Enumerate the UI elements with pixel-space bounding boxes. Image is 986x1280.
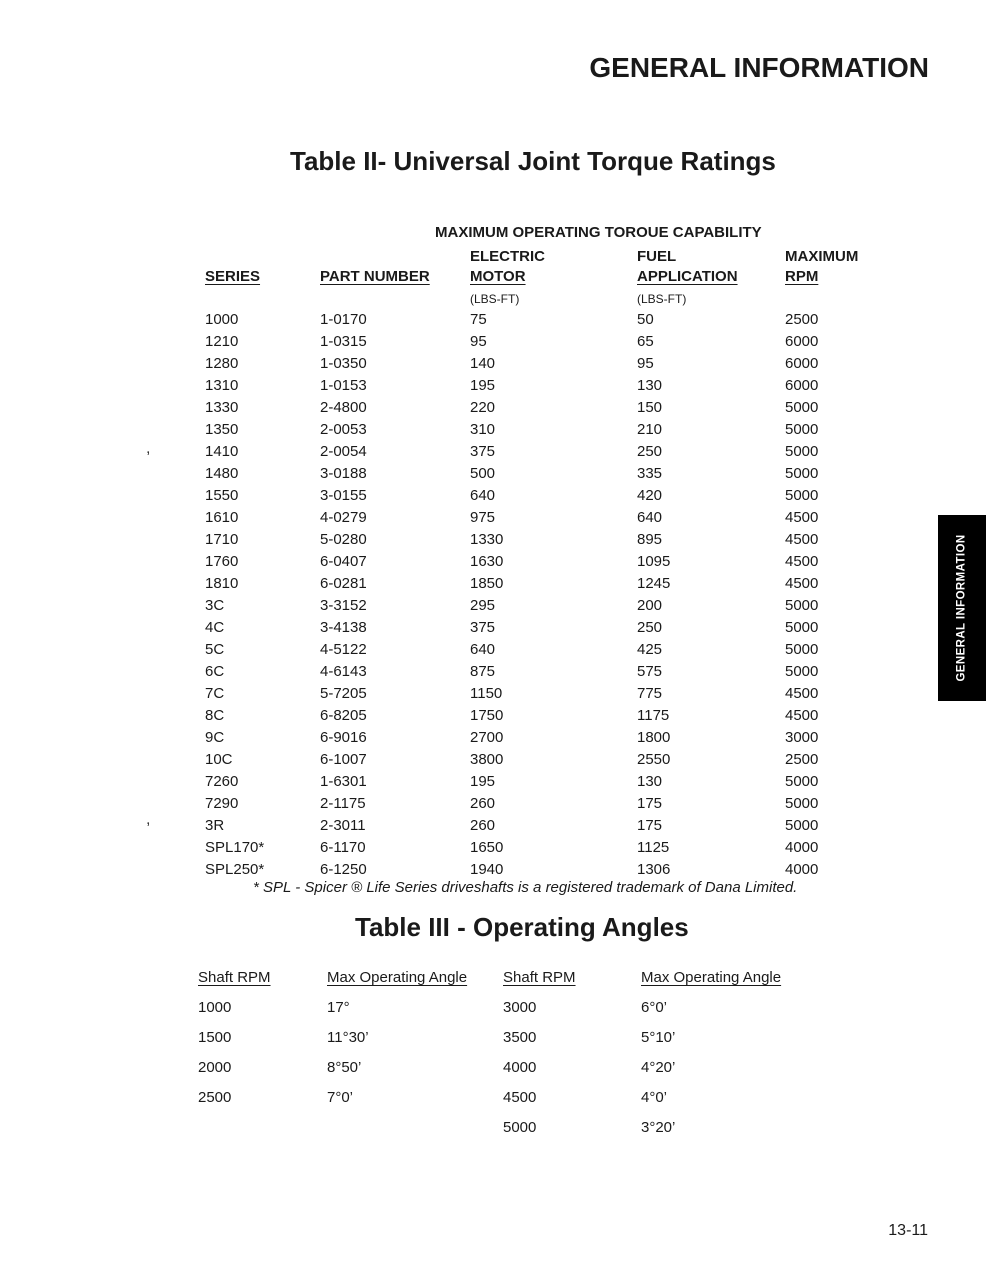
part-number-cell: 5-7205 xyxy=(320,685,367,702)
torque-table-row xyxy=(205,482,885,504)
fuel-application-cell: 65 xyxy=(637,333,654,350)
part-number-cell: 6-0407 xyxy=(320,553,367,570)
max-angle-left-cell: 8°50’ xyxy=(327,1059,362,1076)
electric-motor-cell: 95 xyxy=(470,333,487,350)
electric-motor-cell: 140 xyxy=(470,355,496,372)
electric-motor-cell: 500 xyxy=(470,465,496,482)
fuel-application-units: (LBS-FT) xyxy=(637,292,687,306)
fuel-application-cell: 1306 xyxy=(637,861,671,878)
part-number-cell: 2-4800 xyxy=(320,399,367,416)
col-max-angle-right xyxy=(641,960,801,986)
col-fuel-application-line1: FUEL xyxy=(637,248,677,265)
torque-table-row xyxy=(205,394,885,416)
col-max-rpm-line2 xyxy=(785,265,885,285)
electric-motor-cell: 640 xyxy=(470,487,496,504)
max-rpm-cell: 2500 xyxy=(785,311,819,328)
col-max-angle-right-label: Max Operating Angle xyxy=(641,969,782,986)
series-cell: 1350 xyxy=(205,421,239,438)
angles-table-row xyxy=(198,1046,801,1076)
max-rpm-cell: 4500 xyxy=(785,509,819,526)
torque-table-row xyxy=(205,504,885,526)
torque-table-row xyxy=(205,790,885,812)
shaft-rpm-right-cell: 4000 xyxy=(503,1059,537,1076)
series-cell: 7260 xyxy=(205,773,239,790)
page-title: GENERAL INFORMATION xyxy=(589,52,929,83)
torque-table-row xyxy=(205,372,885,394)
col-part-number-label: PART NUMBER xyxy=(320,268,430,285)
side-tab xyxy=(938,515,986,701)
shaft-rpm-right-cell: 4500 xyxy=(503,1089,537,1106)
series-cell: 6C xyxy=(205,663,225,680)
shaft-rpm-left-cell: 2500 xyxy=(198,1089,232,1106)
max-rpm-cell: 5000 xyxy=(785,817,819,834)
torque-table-row xyxy=(205,548,885,570)
max-rpm-cell: 4500 xyxy=(785,575,819,592)
shaft-rpm-left-cell xyxy=(198,1106,327,1136)
spacer-cell xyxy=(785,285,885,306)
torque-table-row xyxy=(205,570,885,592)
torque-table-row xyxy=(205,768,885,790)
series-cell: 10C xyxy=(205,751,233,768)
part-number-cell: 1-0153 xyxy=(320,377,367,394)
fuel-application-cell: 130 xyxy=(637,377,663,394)
torque-table-row xyxy=(205,306,885,328)
series-cell: 4C xyxy=(205,619,225,636)
fuel-application-cell: 1800 xyxy=(637,729,671,746)
col-series xyxy=(205,265,320,285)
max-rpm-cell: 4000 xyxy=(785,861,819,878)
angles-table-header xyxy=(198,960,801,986)
series-cell: 1280 xyxy=(205,355,239,372)
fuel-application-cell: 775 xyxy=(637,685,663,702)
series-cell: 1210 xyxy=(205,333,239,350)
torque-table-row xyxy=(205,856,885,878)
fuel-application-cell: 640 xyxy=(637,509,663,526)
col-max-rpm-line1: MAXIMUM xyxy=(785,248,859,265)
fuel-application-cell: 420 xyxy=(637,487,663,504)
max-rpm-cell: 5000 xyxy=(785,619,819,636)
shaft-rpm-left-cell: 1000 xyxy=(198,999,232,1016)
electric-motor-cell: 1630 xyxy=(470,553,504,570)
part-number-cell: 6-9016 xyxy=(320,729,367,746)
fuel-application-cell: 200 xyxy=(637,597,663,614)
page-number: 13-11 xyxy=(888,1222,928,1239)
col-shaft-rpm-left-label: Shaft RPM xyxy=(198,969,271,986)
fuel-application-cell: 175 xyxy=(637,817,663,834)
torque-table-row xyxy=(205,702,885,724)
series-cell: 1310 xyxy=(205,377,239,394)
series-cell: 1760 xyxy=(205,553,239,570)
max-angle-right-cell: 5°10’ xyxy=(641,1029,676,1046)
col-max-angle-left xyxy=(327,960,503,986)
col-electric-motor-line1: ELECTRIC xyxy=(470,248,545,265)
max-angle-right-cell: 4°20’ xyxy=(641,1059,676,1076)
fuel-application-cell: 895 xyxy=(637,531,663,548)
series-cell: 1610 xyxy=(205,509,239,526)
series-cell: 1410 xyxy=(205,443,239,460)
torque-table-row xyxy=(205,680,885,702)
torque-table-row xyxy=(205,328,885,350)
series-cell: 3R xyxy=(205,817,225,834)
max-angle-right-cell: 3°20’ xyxy=(641,1119,676,1136)
shaft-rpm-right-cell: 3000 xyxy=(503,999,537,1016)
angles-table-row xyxy=(198,986,801,1016)
part-number-cell: 6-8205 xyxy=(320,707,367,724)
electric-motor-cell: 1650 xyxy=(470,839,504,856)
max-rpm-cell: 5000 xyxy=(785,773,819,790)
angles-table-row xyxy=(198,1076,801,1106)
col-series-label: SERIES xyxy=(205,268,261,285)
series-cell: 3C xyxy=(205,597,225,614)
part-number-cell: 6-1250 xyxy=(320,861,367,878)
max-rpm-cell: 5000 xyxy=(785,465,819,482)
shaft-rpm-right-cell: 3500 xyxy=(503,1029,537,1046)
max-angle-left-cell: 7°0’ xyxy=(327,1089,354,1106)
max-rpm-cell: 5000 xyxy=(785,795,819,812)
part-number-cell: 3-4138 xyxy=(320,619,367,636)
max-rpm-cell: 5000 xyxy=(785,597,819,614)
part-number-cell: 1-6301 xyxy=(320,773,367,790)
shaft-rpm-left-cell: 1500 xyxy=(198,1029,232,1046)
col-electric-motor-line2 xyxy=(470,265,637,285)
torque-table-row xyxy=(205,746,885,768)
fuel-application-cell: 1245 xyxy=(637,575,671,592)
torque-table-row xyxy=(205,614,885,636)
margin-mark: , xyxy=(146,440,151,457)
operating-angles-table xyxy=(198,960,801,1136)
max-rpm-cell: 4500 xyxy=(785,553,819,570)
part-number-cell: 1-0350 xyxy=(320,355,367,372)
torque-table-row xyxy=(205,658,885,680)
max-rpm-cell: 5000 xyxy=(785,421,819,438)
spacer-cell xyxy=(320,246,470,265)
torque-ratings-table xyxy=(205,246,885,878)
series-cell: 5C xyxy=(205,641,225,658)
electric-motor-cell: 220 xyxy=(470,399,496,416)
part-number-cell: 1-0170 xyxy=(320,311,367,328)
part-number-cell: 5-0280 xyxy=(320,531,367,548)
col-max-rpm-label: RPM xyxy=(785,268,819,285)
electric-motor-cell: 260 xyxy=(470,795,496,812)
electric-motor-cell: 1750 xyxy=(470,707,504,724)
electric-motor-cell: 1150 xyxy=(470,685,503,702)
series-cell: 1550 xyxy=(205,487,239,504)
part-number-cell: 6-1170 xyxy=(320,839,366,856)
fuel-application-cell: 250 xyxy=(637,443,663,460)
part-number-cell: 3-0188 xyxy=(320,465,367,482)
series-cell: 1710 xyxy=(205,531,239,548)
max-angle-left-cell: 17° xyxy=(327,999,350,1016)
spacer-cell xyxy=(320,285,470,306)
shaft-rpm-left-cell: 2000 xyxy=(198,1059,232,1076)
torque-header-row-3 xyxy=(205,285,885,306)
col-fuel-application-line2 xyxy=(637,265,785,285)
col-fuel-application-label: APPLICATION xyxy=(637,268,738,285)
fuel-application-cell: 50 xyxy=(637,311,654,328)
col-electric-motor-label: MOTOR xyxy=(470,268,526,285)
torque-table-row xyxy=(205,812,885,834)
part-number-cell: 3-3152 xyxy=(320,597,367,614)
col-part-number xyxy=(320,265,470,285)
series-cell: 9C xyxy=(205,729,225,746)
part-number-cell: 3-0155 xyxy=(320,487,367,504)
fuel-application-cell: 1095 xyxy=(637,553,671,570)
table2-footnote: * SPL - Spicer ® Life Series driveshafts is a registered trademark of Dana Limited. xyxy=(253,879,798,896)
electric-motor-cell: 975 xyxy=(470,509,496,526)
col-shaft-rpm-right xyxy=(503,960,641,986)
fuel-application-cell: 95 xyxy=(637,355,654,372)
fuel-application-cell: 1175 xyxy=(637,707,670,724)
torque-table-row xyxy=(205,460,885,482)
fuel-application-cell: 335 xyxy=(637,465,663,482)
max-rpm-cell: 4500 xyxy=(785,707,819,724)
part-number-cell: 2-0054 xyxy=(320,443,367,460)
spacer-cell xyxy=(205,246,320,265)
series-cell: 7C xyxy=(205,685,225,702)
max-rpm-cell: 6000 xyxy=(785,355,819,372)
max-rpm-cell: 5000 xyxy=(785,641,819,658)
series-cell: 7290 xyxy=(205,795,239,812)
torque-table-row xyxy=(205,592,885,614)
series-cell: 1480 xyxy=(205,465,239,482)
torque-header-row-1 xyxy=(205,246,885,265)
table2-group-header: MAXIMUM OPERATING TOROUE CAPABILITY xyxy=(435,224,762,241)
part-number-cell: 1-0315 xyxy=(320,333,367,350)
max-angle-right-cell: 4°0’ xyxy=(641,1089,668,1106)
series-cell: 8C xyxy=(205,707,225,724)
torque-table-row xyxy=(205,438,885,460)
max-rpm-cell: 4500 xyxy=(785,531,819,548)
torque-table-header xyxy=(205,246,885,306)
side-tab-label: GENERAL INFORMATION xyxy=(956,534,968,682)
fuel-application-cell: 1125 xyxy=(637,839,670,856)
electric-motor-cell: 260 xyxy=(470,817,496,834)
electric-motor-cell: 375 xyxy=(470,443,496,460)
torque-table-row xyxy=(205,636,885,658)
electric-motor-cell: 295 xyxy=(470,597,496,614)
series-cell: 1330 xyxy=(205,399,239,416)
electric-motor-units: (LBS-FT) xyxy=(470,292,520,306)
series-cell: 1000 xyxy=(205,311,239,328)
torque-table-row xyxy=(205,834,885,856)
electric-motor-cell: 3800 xyxy=(470,751,504,768)
fuel-application-cell: 210 xyxy=(637,421,663,438)
angles-table-row xyxy=(198,1016,801,1046)
max-rpm-cell: 2500 xyxy=(785,751,819,768)
electric-motor-cell: 310 xyxy=(470,421,496,438)
fuel-application-cell: 150 xyxy=(637,399,663,416)
margin-mark: , xyxy=(146,811,151,828)
angles-table-row xyxy=(198,1106,801,1136)
max-rpm-cell: 4500 xyxy=(785,685,819,702)
electric-motor-cell: 1850 xyxy=(470,575,504,592)
part-number-cell: 4-5122 xyxy=(320,641,367,658)
electric-motor-cell: 75 xyxy=(470,311,487,328)
fuel-application-cell: 575 xyxy=(637,663,663,680)
max-angle-left-cell: 11°30’ xyxy=(327,1029,369,1046)
angles-table-body xyxy=(198,986,801,1136)
max-rpm-cell: 5000 xyxy=(785,487,819,504)
electric-motor-cell: 1330 xyxy=(470,531,504,548)
max-rpm-cell: 6000 xyxy=(785,377,819,394)
part-number-cell: 4-6143 xyxy=(320,663,367,680)
torque-table-body xyxy=(205,306,885,878)
col-shaft-rpm-left xyxy=(198,960,327,986)
electric-motor-cell: 1940 xyxy=(470,861,504,878)
max-angle-left-cell xyxy=(327,1106,503,1136)
torque-table-row xyxy=(205,416,885,438)
table2-title: Table II- Universal Joint Torque Ratings xyxy=(290,146,776,176)
max-rpm-cell: 6000 xyxy=(785,333,819,350)
max-rpm-cell: 4000 xyxy=(785,839,819,856)
electric-motor-cell: 640 xyxy=(470,641,496,658)
col-max-angle-left-label: Max Operating Angle xyxy=(327,969,468,986)
table3-title: Table III - Operating Angles xyxy=(355,912,689,942)
fuel-application-cell: 175 xyxy=(637,795,663,812)
torque-table-row xyxy=(205,350,885,372)
electric-motor-cell: 195 xyxy=(470,377,496,394)
max-angle-right-cell: 6°0’ xyxy=(641,999,668,1016)
torque-table-row xyxy=(205,724,885,746)
electric-motor-cell: 375 xyxy=(470,619,496,636)
max-rpm-cell: 5000 xyxy=(785,443,819,460)
fuel-application-cell: 130 xyxy=(637,773,663,790)
fuel-application-cell: 2550 xyxy=(637,751,671,768)
electric-motor-cell: 875 xyxy=(470,663,496,680)
part-number-cell: 6-1007 xyxy=(320,751,367,768)
part-number-cell: 2-3011 xyxy=(320,817,366,834)
part-number-cell: 6-0281 xyxy=(320,575,367,592)
col-shaft-rpm-right-label: Shaft RPM xyxy=(503,969,576,986)
angles-header-row xyxy=(198,960,801,986)
part-number-cell: 2-0053 xyxy=(320,421,367,438)
fuel-application-cell: 250 xyxy=(637,619,663,636)
max-rpm-cell: 5000 xyxy=(785,399,819,416)
series-cell: SPL170* xyxy=(205,839,265,856)
electric-motor-cell: 2700 xyxy=(470,729,504,746)
electric-motor-cell: 195 xyxy=(470,773,496,790)
series-cell: SPL250* xyxy=(205,861,265,878)
part-number-cell: 4-0279 xyxy=(320,509,367,526)
shaft-rpm-right-cell: 5000 xyxy=(503,1119,537,1136)
max-rpm-cell: 3000 xyxy=(785,729,819,746)
spacer-cell xyxy=(205,285,320,306)
torque-table-row xyxy=(205,526,885,548)
part-number-cell: 2-1175 xyxy=(320,795,366,812)
fuel-application-cell: 425 xyxy=(637,641,663,658)
max-rpm-cell: 5000 xyxy=(785,663,819,680)
torque-header-row-2 xyxy=(205,265,885,285)
series-cell: 1810 xyxy=(205,575,239,592)
